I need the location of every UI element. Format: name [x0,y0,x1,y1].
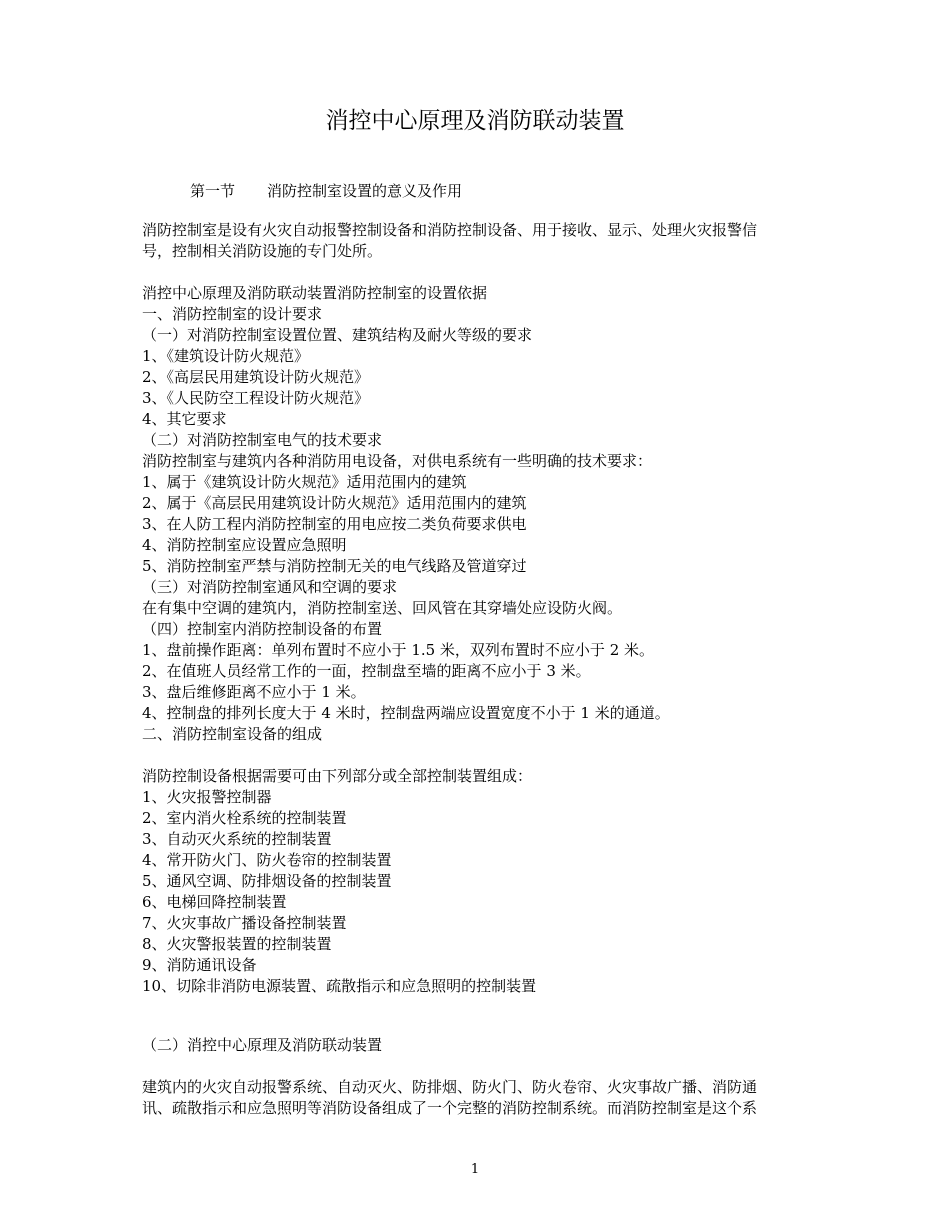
list-item: 3、自动灭火系统的控制装置 [142,830,332,848]
list-item: 10、切除非消防电源装置、疏散指示和应急照明的控制装置 [142,977,537,995]
list-item: 4、常开防火门、防火卷帘的控制装置 [142,851,392,869]
list-item: 4、消防控制室应设置应急照明 [142,536,347,554]
text-line: 在有集中空调的建筑内，消防控制室送、回风管在其穿墙处应设防火阀。 [142,599,623,617]
document-title: 消控中心原理及消防联动装置 [325,108,625,134]
section-number: 第一节 [190,182,236,200]
intro-paragraph [142,220,822,262]
list-item: 1、属于《建筑设计防火规范》适用范围内的建筑 [142,473,467,491]
list-item: 3、在人防工程内消防控制室的用电应按二类负荷要求供电 [142,515,527,533]
text-line: 二、消防控制室设备的组成 [142,725,323,743]
text-line: 消防控制设备根据需要可由下列部分或全部控制装置组成： [142,767,533,785]
paragraph-line: 消防控制室是设有火灾自动报警控制设备和消防控制设备、用于接收、显示、处理火灾报警信 [142,221,758,239]
list-item: 7、火灾事故广播设备控制装置 [142,914,347,932]
list-item: 6、电梯回降控制装置 [142,893,287,911]
text-line: （三）对消防控制室通风和空调的要求 [142,578,398,596]
paragraph-line: 讯、疏散指示和应急照明等消防设备组成了一个完整的消防控制系统。而消防控制室是这个系 [142,1099,758,1117]
list-item: 1、火灾报警控制器 [142,788,272,806]
list-item: 2、属于《高层民用建筑设计防火规范》适用范围内的建筑 [142,494,527,512]
text-line: 消控中心原理及消防联动装置消防控制室的设置依据 [142,284,488,302]
list-item: 2、在值班人员经常工作的一面，控制盘至墙的距离不应小于 3 米。 [142,662,591,680]
text-line: （一）对消防控制室设置位置、建筑结构及耐火等级的要求 [142,326,533,344]
list-item: 9、消防通讯设备 [142,956,257,974]
section-title: 消防控制室设置的意义及作用 [267,182,463,200]
subsection-heading-block [142,1035,822,1056]
paragraph-line: 号，控制相关消防设施的专门处所。 [142,242,383,260]
text-line: 一、消防控制室的设计要求 [142,305,323,323]
list-item: 3、盘后维修距离不应小于 1 米。 [142,683,366,701]
paragraph-line: 建筑内的火灾自动报警系统、自动灭火、防排烟、防火门、防火卷帘、火灾事故广播、消防通 [142,1078,758,1096]
list-item: 4、控制盘的排列长度大于 4 米时，控制盘两端应设置宽度不小于 1 米的通道。 [142,704,670,722]
composition-section [142,766,822,997]
list-item: 8、火灾警报装置的控制装置 [142,935,332,953]
subsection-heading: （二）消控中心原理及消防联动装置 [142,1036,383,1054]
list-item: 1、《建筑设计防火规范》 [142,347,310,365]
text-line: （四）控制室内消防控制设备的布置 [142,620,383,638]
list-item: 5、消防控制室严禁与消防控制无关的电气线路及管道穿过 [142,557,527,575]
basis-section [142,283,822,745]
section-heading [190,180,462,202]
text-line: 消防控制室与建筑内各种消防用电设备，对供电系统有一些明确的技术要求： [142,452,653,470]
text-line: （二）对消防控制室电气的技术要求 [142,431,383,449]
list-item: 3、《人民防空工程设计防火规范》 [142,389,370,407]
list-item: 4、其它要求 [142,410,227,428]
page-number: 1 [470,1162,480,1177]
list-item: 2、室内消火栓系统的控制装置 [142,809,347,827]
closing-paragraph [142,1077,822,1119]
list-item: 1、盘前操作距离：单列布置时不应小于 1.5 米，双列布置时不应小于 2 米。 [142,641,655,659]
list-item: 2、《高层民用建筑设计防火规范》 [142,368,370,386]
list-item: 5、通风空调、防排烟设备的控制装置 [142,872,392,890]
